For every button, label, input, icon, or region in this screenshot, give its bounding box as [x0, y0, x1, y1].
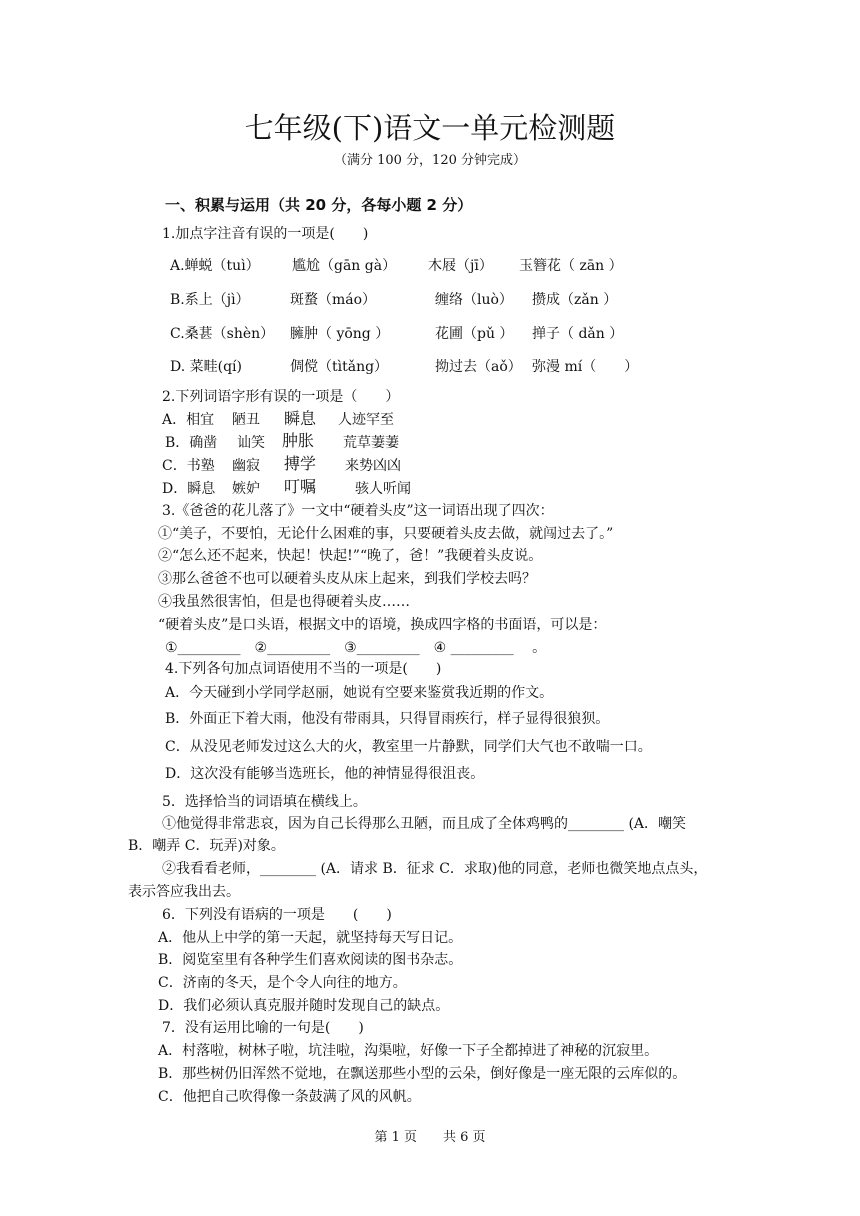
q5-line: ①他觉得非常悲哀，因为自己长得那么丑陋，而且成了全体鸡鸭的________ (A．嘲笑: [162, 816, 687, 832]
q1-option-d3: 拗过去（aǒ）: [435, 359, 522, 375]
q1-option-a3: 木屐（jī）: [428, 258, 493, 274]
q4-option-a: A．今天碰到小学同学赵丽，她说有空要来鉴赏我近期的作文。: [165, 685, 554, 701]
q7-stem: 7．没有运用比喻的一句是( ): [162, 1020, 364, 1036]
q5-line: B．嘲弄 C．玩弄)对象。: [128, 838, 285, 854]
q2-option-c4: 来势凶凶: [345, 458, 401, 474]
q2-option-d3: 叮嘱: [284, 477, 317, 496]
q1-option-c4: 掸子（ dǎn ）: [532, 326, 624, 342]
q1-option-c3: 花圃（pǔ ）: [435, 326, 514, 342]
q2-option-b2: 讪笑: [237, 435, 265, 451]
q2-option-c2: 幽寂: [232, 458, 260, 474]
q2-option-a1: A．相宜: [162, 412, 215, 428]
q3-blanks: ①_________ ②_________ ③_________ ④ _________ 。: [165, 640, 547, 656]
q1-option-c2: 臃肿（ yōng ）: [290, 326, 390, 342]
q1-option-d1: D. 菜畦(qí): [170, 359, 242, 375]
q1-option-c1: C.桑葚（shèn）: [170, 326, 275, 342]
q3-line: “硬着头皮”是口头语，根据文中的语境，换成四字格的书面语，可以是：: [158, 617, 607, 633]
q2-option-a4: 人迹罕至: [338, 412, 394, 428]
q2-option-b3: 肿胀: [282, 431, 315, 450]
q2-option-d2: 嫉妒: [232, 481, 260, 497]
q2-option-d4: 骇人听闻: [355, 481, 411, 497]
q7-option-b: B．那些树仍旧浑然不觉地，在飘送那些小型的云朵，倒好像是一座无限的云库似的。: [158, 1066, 687, 1082]
q5-stem: 5．选择恰当的词语填在横线上。: [162, 794, 367, 810]
q4-stem: 4.下列各句加点词语使用不当的一项是( ): [165, 661, 442, 677]
q6-option-b: B．阅览室里有各种学生们喜欢阅读的图书杂志。: [158, 952, 463, 968]
q1-option-b4: 攒成（zǎn ）: [532, 292, 618, 308]
q7-option-c: C．他把自己吹得像一条鼓满了风的风帆。: [158, 1089, 421, 1105]
q6-stem: 6．下列没有语病的一项是 ( ): [162, 907, 392, 923]
q1-option-a2: 尴尬（gān gà）: [292, 258, 397, 274]
q3-line: ②“怎么还不起来，快起！快起!”“晚了，爸！”我硬着头皮说。: [158, 548, 543, 564]
q1-option-b2: 斑蝥（máo）: [290, 292, 377, 308]
page-subtitle: （满分 100 分，120 分钟完成）: [333, 153, 527, 168]
q1-stem: 1.加点字注音有误的一项是( ): [162, 226, 369, 242]
q2-option-a2: 陋丑: [232, 412, 260, 428]
q2-option-a3: 瞬息: [284, 409, 317, 428]
q1-option-a1: A.蝉蜕（tuì）: [170, 258, 260, 274]
q4-option-b: B．外面正下着大雨，他没有带雨具，只得冒雨疾行，样子显得很狼狈。: [165, 711, 610, 727]
q1-option-d2: 倜傥（tìtǎng）: [290, 359, 389, 375]
section-heading: 一、积累与运用（共 20 分，各每小题 2 分）: [165, 196, 473, 214]
q3-line: ①“美子，不要怕，无论什么困难的事，只要硬着头皮去做，就闯过去了。”: [158, 526, 614, 542]
q2-option-c1: C．书塾: [162, 458, 215, 474]
q2-stem: 2.下列词语字形有误的一项是（ ）: [162, 389, 400, 405]
page-title: 七年级(下)语文一单元检测题: [244, 111, 616, 145]
q1-option-b1: B.系上（jì）: [170, 292, 250, 308]
q2-option-b4: 荒草萋萋: [343, 435, 399, 451]
page-footer: 第 1 页 共 6 页: [374, 1130, 486, 1145]
q3-line: ④我虽然很害怕，但是也得硬着头皮……: [158, 594, 410, 610]
q3-line: ③那么爸爸不也可以硬着头皮从床上起来，到我们学校去吗？: [158, 571, 536, 587]
q6-option-a: A．他从上中学的第一天起，就坚持每天写日记。: [158, 930, 463, 946]
q2-option-b1: B．确凿: [165, 435, 218, 451]
q3-line: 3.《爸爸的花儿落了》一文中“硬着头皮”这一词语出现了四次：: [162, 503, 554, 519]
q5-line: 表示答应我出去。: [128, 884, 240, 900]
q6-option-d: D．我们必须认真克服并随时发现自己的缺点。: [158, 998, 450, 1014]
q1-option-d4: 弥漫 mí（ ）: [532, 359, 639, 375]
q4-option-c: C．从没见老师发过这么大的火，教室里一片静默，同学们大气也不敢喘一口。: [165, 739, 652, 755]
q1-option-b3: 缠络（luò）: [435, 292, 513, 308]
q4-option-d: D．这次没有能够当选班长，他的神情显得很沮丧。: [165, 766, 485, 782]
q1-option-a4: 玉簪花（ zān ）: [519, 258, 623, 274]
q2-option-d1: D．瞬息: [162, 481, 216, 497]
q6-option-c: C．济南的冬天，是个令人向往的地方。: [158, 975, 407, 991]
q7-option-a: A．村落啦，树林子啦，坑洼啦，沟渠啦，好像一下子全都掉进了神秘的沉寂里。: [158, 1043, 659, 1059]
q2-option-c3: 搏学: [284, 454, 317, 473]
q5-line: ②我看看老师，________ (A．请求 B．征求 C．求取)他的同意，老师也微笑地点点头，: [162, 861, 708, 877]
